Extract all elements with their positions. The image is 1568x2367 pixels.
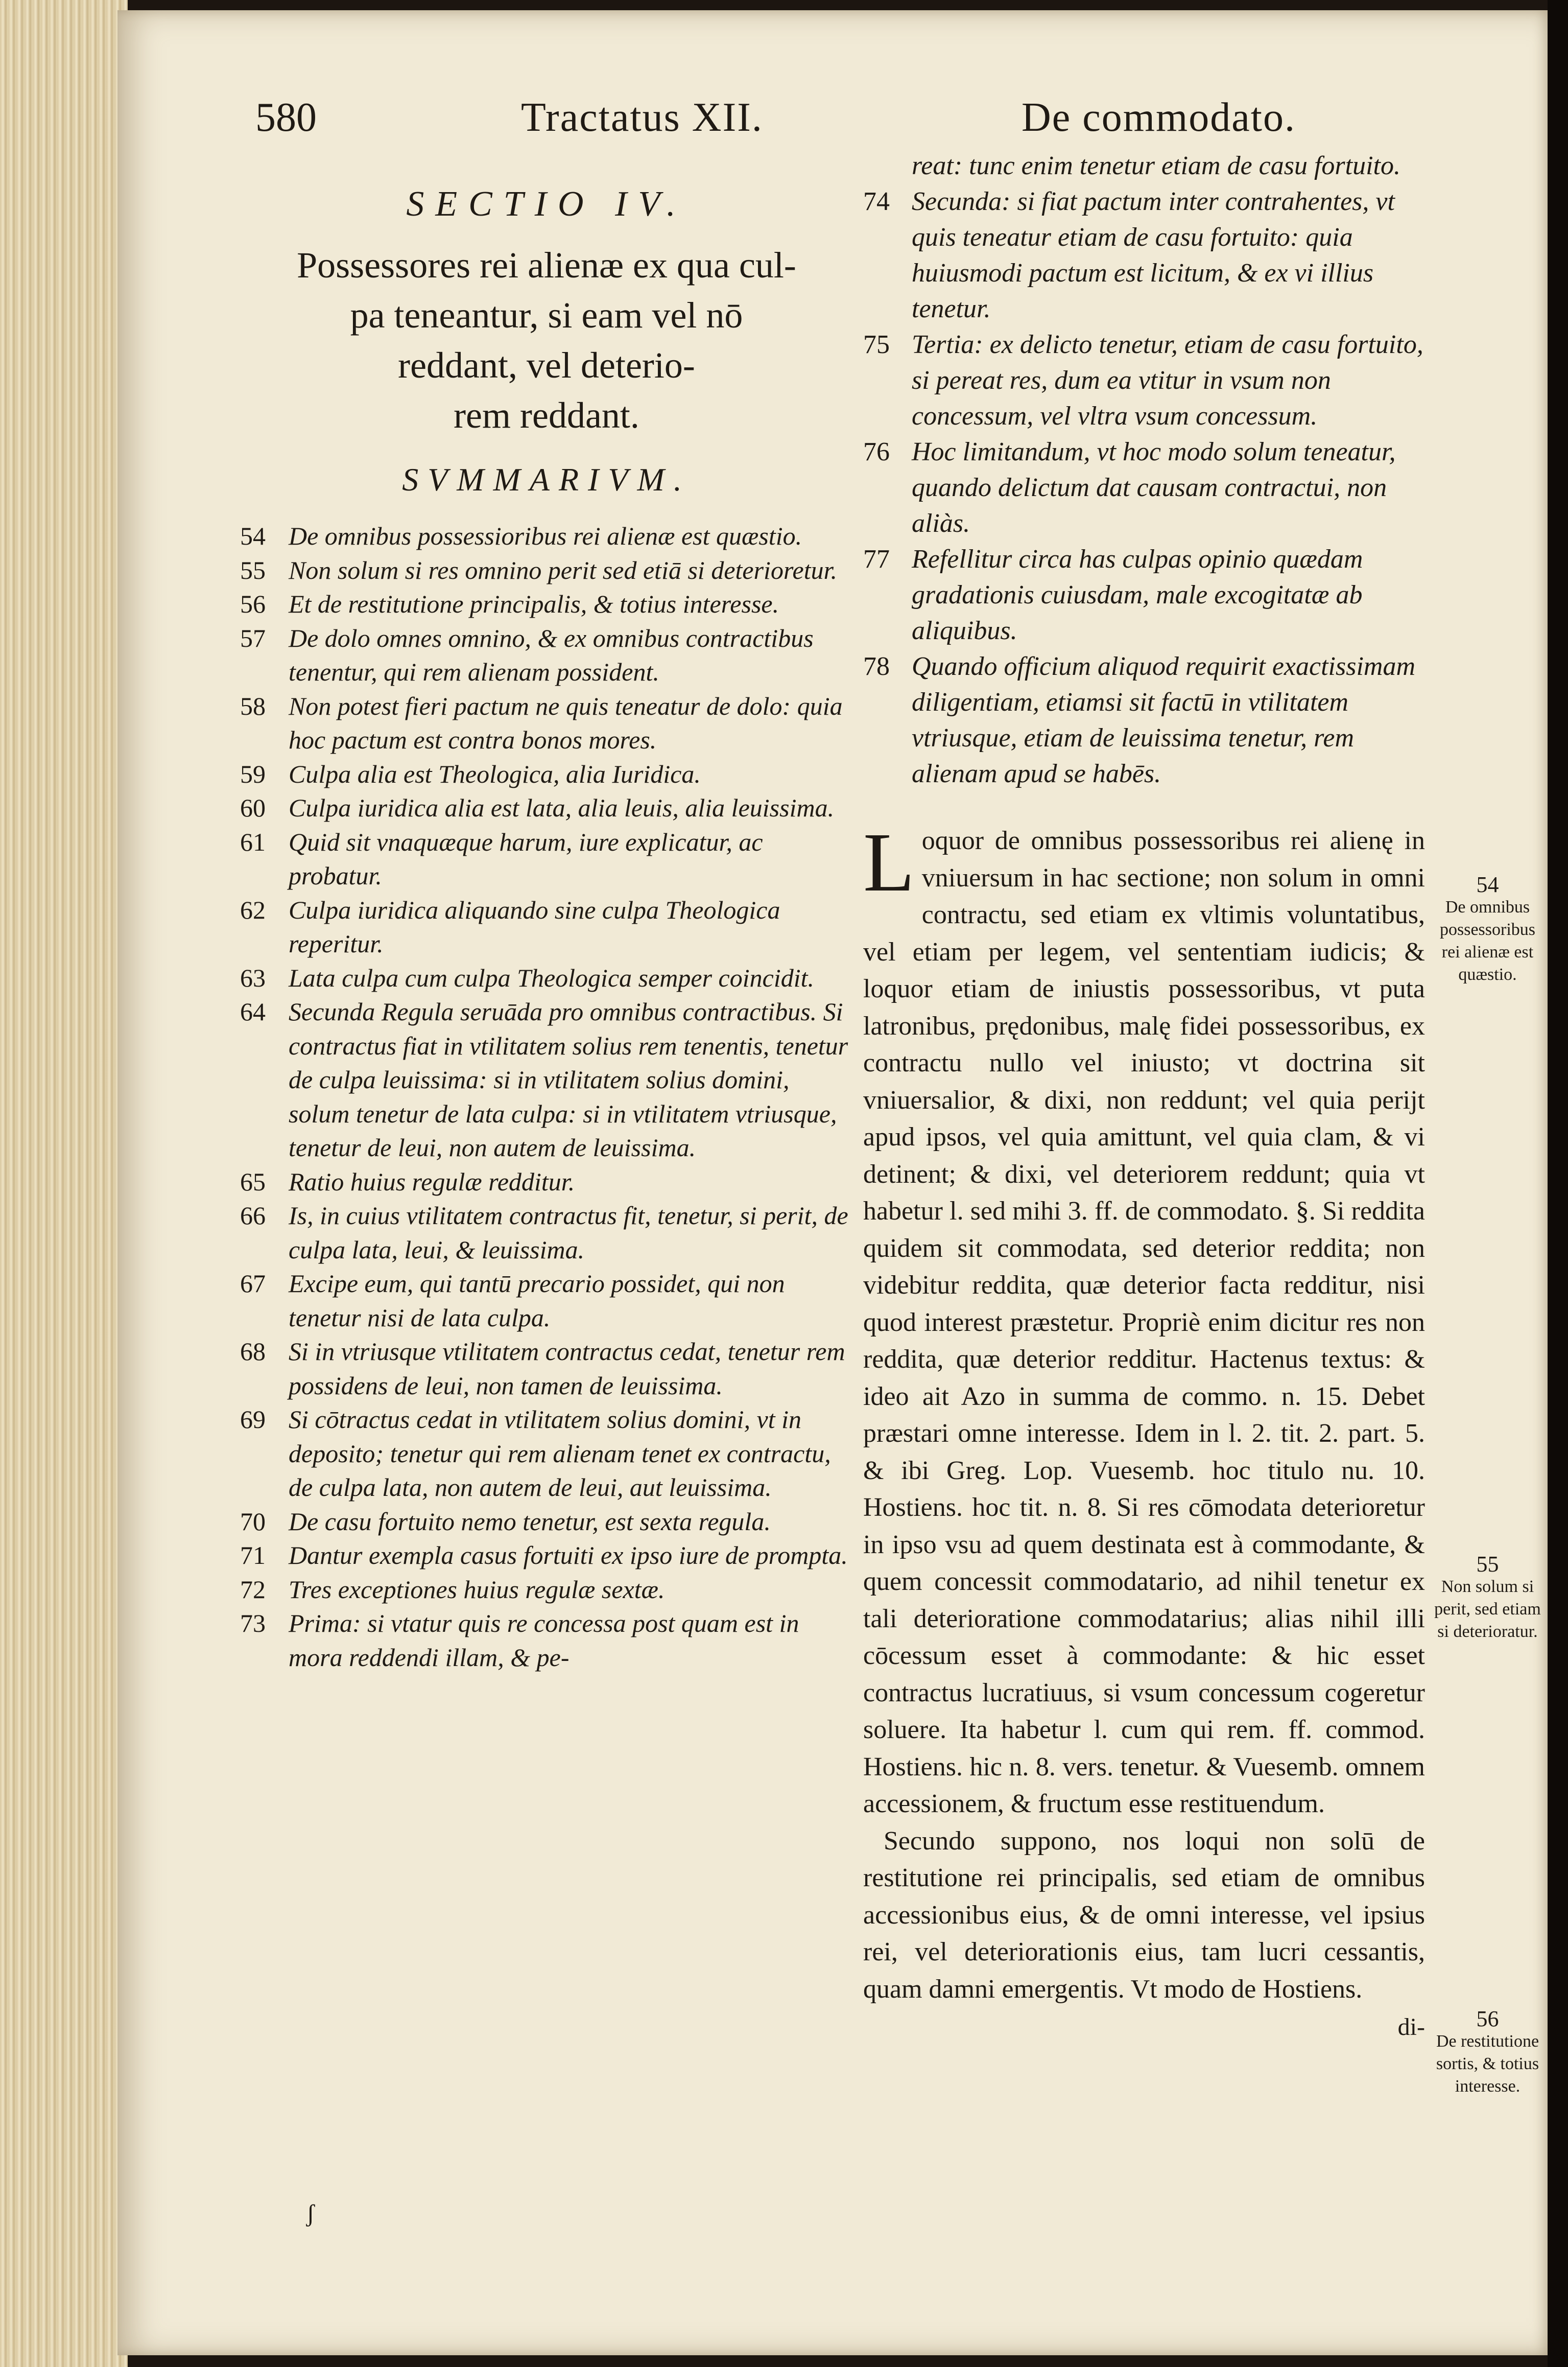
- entry-number: 71: [240, 1541, 266, 1569]
- entry-number: 60: [240, 793, 266, 822]
- paragraph-text: Secundo suppono, nos loqui non solū de restitutione rei principalis, sed etiam de omnibus accessionibus eius, & de omni interesse, vel ipsius rei, vel deteriorationis eius, tam lucri cessantis, quam damni emergentis. Vt modo de Hostiens.: [863, 1826, 1425, 2004]
- summary-entry: [240, 1402, 853, 1505]
- summary-entry: [240, 961, 853, 995]
- summary-entry: [240, 689, 853, 757]
- entry-text: Non solum si res omnino perit sed etiā si deterioretur.: [289, 555, 838, 584]
- heading-line: pa teneantur, si eam vel nō: [350, 295, 743, 336]
- entry-number: 73: [240, 1609, 266, 1637]
- section-label: SECTIO IV.: [406, 184, 687, 224]
- entry-number: 55: [240, 555, 266, 584]
- entry-text: Et de restitutione principalis, & totius interesse.: [289, 590, 779, 618]
- catchword: di-: [1397, 2013, 1425, 2041]
- margin-note: [1430, 874, 1545, 986]
- entry-number: 61: [240, 827, 266, 856]
- margin-note: [1430, 1553, 1545, 1643]
- summary-entry: [240, 1606, 853, 1674]
- entry-text: Culpa alia est Theologica, alia Iuridica.: [289, 759, 701, 788]
- entry-text: Secunda Regula seruāda pro omnibus contractibus. Si contractus fiat in vtilitatem solius rem tenentis, tenetur de culpa leuissima: si in vtilitatem solius domini, solum tenetur de lata culpa: si in vtilitatem vtriusque, tenetur de leui, non autem de leuissima.: [289, 997, 848, 1162]
- running-title-right: De commodato.: [1021, 95, 1296, 140]
- entry-number: 75: [863, 330, 890, 359]
- entry-text: Quid sit vnaquæque harum, iure explicatur, ac probatur.: [289, 827, 763, 890]
- entry-number: 66: [240, 1201, 266, 1230]
- summary-entry: [240, 791, 853, 825]
- page-number: 580: [255, 95, 317, 140]
- right-column: [863, 148, 1425, 2268]
- entry-text: Lata culpa cum culpa Theologica semper coincidit.: [289, 963, 815, 992]
- entry-number: 62: [240, 895, 266, 924]
- entry-number: 77: [863, 545, 890, 574]
- heading-line: reddant, vel deterio-: [398, 345, 695, 386]
- paragraph: [863, 1823, 1425, 2008]
- summary-entry: [240, 893, 853, 961]
- entry-text: Tres exceptiones huius regulæ sextæ.: [289, 1575, 665, 1604]
- heading-line: Possessores rei alienæ ex qua cul-: [297, 245, 796, 286]
- summary-entry: [240, 587, 853, 621]
- margin-note-text: De restitutione sortis, & totius interesse.: [1436, 2032, 1539, 2096]
- entry-text: Culpa iuridica aliquando sine culpa Theologica reperitur.: [289, 895, 780, 958]
- summary-entry: [863, 542, 1425, 649]
- summary-entry: [240, 1334, 853, 1402]
- entry-text: Culpa iuridica alia est lata, alia leuis, alia leuissima.: [289, 793, 835, 822]
- summary-entry: [240, 1199, 853, 1267]
- entry-number: 59: [240, 759, 266, 788]
- summary-entry: [240, 519, 853, 553]
- margin-note-number: 56: [1476, 2006, 1499, 2031]
- entry-number: 70: [240, 1507, 266, 1536]
- drop-cap: L: [863, 815, 915, 909]
- entry-text: De casu fortuito nemo tenetur, est sexta regula.: [289, 1507, 771, 1536]
- entry-text: Si in vtriusque vtilitatem contractus cedat, tenetur rem possidens de leui, non tamen de leuissima.: [289, 1337, 845, 1400]
- summarium-title: SVMMARIVM.: [402, 461, 691, 498]
- entry-text: Prima: si vtatur quis re concessa post quam est in mora reddendi illam, & pe-: [289, 1609, 799, 1672]
- summary-entry: [240, 1165, 853, 1199]
- entry-text: Non potest fieri pactum ne quis teneatur de dolo: quia hoc pactum est contra bonos mores.: [289, 691, 843, 754]
- paragraph: [863, 815, 1425, 1823]
- entry-text: De dolo omnes omnino, & ex omnibus contractibus tenentur, qui rem alienam possident.: [289, 623, 814, 686]
- summary-entry: [240, 553, 853, 588]
- entry-text: Si cōtractus cedat in vtilitatem solius domini, vt in deposito; tenetur qui rem alienam tenet ex contractu, de culpa lata, non autem de leui, aut leuissima.: [289, 1405, 831, 1502]
- summary-entry: [240, 757, 853, 791]
- entry-text: Tertia: ex delicto tenetur, etiam de casu fortuito, si pereat res, dum ea vtitur in vsum non concessum, vel vltra vsum concessum.: [912, 330, 1423, 431]
- margin-note-number: 55: [1476, 1552, 1499, 1577]
- entry-text: Excipe eum, qui tantū precario possidet, qui non tenetur nisi de lata culpa.: [289, 1269, 785, 1332]
- summary-entry: [863, 327, 1425, 434]
- scan-border: [1548, 0, 1568, 2367]
- entry-number: 72: [240, 1575, 266, 1604]
- margin-note: [1430, 2008, 1545, 2098]
- summary-entry: [240, 1505, 853, 1539]
- page-edges: [0, 0, 128, 2367]
- summary-entry: [240, 1573, 853, 1607]
- entry-number: 63: [240, 963, 266, 992]
- summary-list-continued: [863, 184, 1425, 792]
- heading-line: rem reddant.: [454, 395, 639, 436]
- summary-entry: [240, 825, 853, 893]
- summary-text: reat: tunc enim tenetur etiam de casu fortuito.: [912, 151, 1400, 180]
- entry-text: Secunda: si fiat pactum inter contrahentes, vt quis teneatur etiam de casu fortuito: quia huiusmodi pactum est licitum, & ex vi illius tenetur.: [912, 187, 1395, 323]
- margin-note-text: Non solum si perit, sed etiam si deterioratur.: [1434, 1577, 1541, 1641]
- summary-continuation: [863, 148, 1425, 184]
- entry-number: 57: [240, 623, 266, 652]
- entry-text: Ratio huius regulæ redditur.: [289, 1167, 575, 1196]
- entry-number: 64: [240, 997, 266, 1026]
- entry-number: 78: [863, 652, 890, 681]
- left-column: [240, 169, 853, 2212]
- margin-note-number: 54: [1476, 872, 1499, 897]
- summary-entry: [240, 621, 853, 689]
- entry-number: 56: [240, 590, 266, 618]
- summary-entry: [240, 1538, 853, 1573]
- entry-text: Dantur exempla casus fortuiti ex ipso iure de prompta.: [289, 1541, 848, 1569]
- body-text: [863, 815, 1425, 2008]
- margin-note-text: De omnibus possessoribus rei alienæ est quæstio.: [1439, 898, 1536, 984]
- entry-number: 68: [240, 1337, 266, 1366]
- signature-mark: ʃ: [306, 2200, 315, 2227]
- entry-number: 67: [240, 1269, 266, 1298]
- summary-list: [240, 519, 853, 1674]
- paragraph-text: oquor de omnibus possessoribus rei alienę in vniuersum in hac sectione; non solum in omni contractu, sed etiam ex vltimis voluntatibus, vel etiam per legem, vel sententiam iudicis; & loquor etiam de iniustis possessoribus, vt puta latronibus, prędonibus, malę fidei possessoribus, ex contractu nullo vel iniusto; vt doctrina sit vniuersalior, & dixi, non reddunt; vel quia perijt apud ipsos, vel quia amittunt, vel quia clam, & vi detinent; & dixi, vel deteriorem reddunt; quia vt habetur l. sed mihi 3. ff. de commodato. §. Si reddita quidem sit commodata, sed deterior reddita; non videbitur reddita, quæ deterior facta redditur, nisi quod interest præstetur. Propriè enim dicitur res non reddita, quæ deterior redditur. Hactenus textus: & ideo ait Azo in summa de commo. n. 15. Debet præstari omne interesse. Idem in l. 2. tit. 2. part. 5. & ibi Greg. Lop. Vuesemb. hoc titulo nu. 10. Hostiens. hoc tit. n. 8. Si res cōmodata deterioretur in ipso vsu ad quem destinata est à commodante, & quem concessit commodatario, ad nihil tenetur ex tali deterioratione commodatarius; alias nihil illi cōcessum esset à commodante: & hic esset contractus lucratiuus, si vsum concessum cogeretur soluere. Ita habetur l. cum qui rem. ff. commod. Hostiens. hic n. 8. vers. tenetur. & Vuesemb. omnem accessionem, & fructum esse restituendum.: [863, 826, 1425, 1818]
- summary-entry: [240, 995, 853, 1165]
- summary-entry: [240, 1267, 853, 1334]
- entry-text: De omnibus possessioribus rei alienæ est quæstio.: [289, 522, 802, 550]
- entry-number: 76: [863, 437, 890, 466]
- entry-number: 58: [240, 691, 266, 720]
- running-title: Tractatus XII.: [521, 95, 763, 140]
- summary-entry: [863, 184, 1425, 327]
- entry-text: Is, in cuius vtilitatem contractus fit, tenetur, si perit, de culpa lata, leui, & leuissima.: [289, 1201, 848, 1264]
- entry-number: 74: [863, 187, 890, 216]
- summary-entry: [863, 649, 1425, 792]
- entry-text: Refellitur circa has culpas opinio quædam gradationis cuiusdam, male excogitatæ ab aliquibus.: [912, 545, 1363, 645]
- section-heading: [240, 240, 853, 440]
- entry-number: 54: [240, 522, 266, 550]
- entry-number: 69: [240, 1405, 266, 1434]
- entry-text: Quando officium aliquod requirit exactissimam diligentiam, etiamsi sit factū in vtilitatem vtriusque, etiam de leuissima tenetur, rem alienam apud se habēs.: [912, 652, 1415, 788]
- entry-number: 65: [240, 1167, 266, 1196]
- running-header: [153, 95, 1481, 151]
- entry-text: Hoc limitandum, vt hoc modo solum teneatur, quando delictum dat causam contractui, non aliàs.: [912, 437, 1396, 538]
- summary-entry: [863, 434, 1425, 542]
